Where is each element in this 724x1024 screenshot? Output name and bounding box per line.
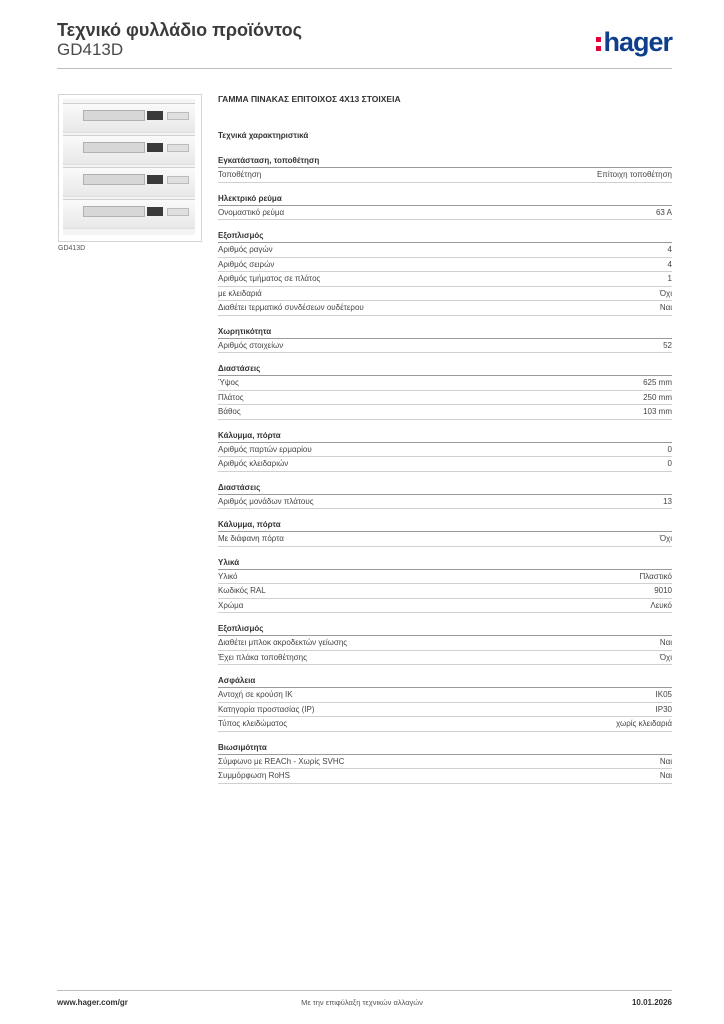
spec-row — [218, 272, 672, 287]
spec-row — [218, 570, 672, 585]
section-title: Εξοπλισμός — [218, 230, 672, 243]
logo-wordmark: hager — [603, 27, 672, 57]
product-image-caption: GD413D — [58, 245, 86, 252]
spec-row — [218, 405, 672, 420]
spec-value: IP30 — [655, 704, 672, 714]
spec-row — [218, 636, 672, 651]
spec-row — [218, 599, 672, 614]
spec-label: Ύψος — [218, 378, 239, 387]
spec-label: Συμμόρφωση RoHS — [218, 771, 290, 780]
section-title: Εξοπλισμός — [218, 623, 672, 636]
footer-website: www.hager.com/gr — [57, 998, 128, 1007]
page-header — [57, 20, 672, 70]
spec-row — [218, 755, 672, 770]
spec-value: 63 A — [655, 207, 672, 217]
spec-label: Υλικό — [218, 571, 238, 581]
spec-value: Ναι — [659, 303, 672, 312]
spec-value: 103 mm — [643, 407, 672, 416]
spec-row — [218, 651, 672, 666]
spec-row — [218, 584, 672, 599]
spec-section — [218, 230, 672, 316]
product-code: GD413D — [57, 40, 124, 59]
spec-label: Βάθος — [218, 407, 241, 416]
spec-row — [218, 769, 672, 784]
spec-sections — [218, 155, 672, 784]
spec-value: 13 — [663, 496, 672, 506]
spec-row — [218, 703, 672, 718]
spec-row — [218, 391, 672, 406]
spec-section — [218, 675, 672, 732]
distribution-board-illustration — [63, 99, 195, 235]
footer-divider — [57, 990, 672, 991]
spec-value: 52 — [663, 340, 672, 350]
section-title: Υλικά — [218, 557, 672, 570]
spec-row — [218, 495, 672, 510]
section-title: Κάλυμμα, πόρτα — [218, 430, 672, 443]
spec-section — [218, 557, 672, 614]
spec-content — [218, 94, 672, 794]
spec-row — [218, 301, 672, 316]
product-image — [58, 94, 202, 242]
spec-value: 625 mm — [643, 378, 672, 387]
spec-value: Ναι — [659, 638, 672, 647]
spec-label: Πλάτος — [218, 392, 244, 402]
spec-label: Έχει πλάκα τοποθέτησης — [218, 652, 307, 662]
spec-value: Πλαστικό — [639, 571, 672, 581]
spec-label: Διαθέτει μπλοκ ακροδεκτών γείωσης — [218, 638, 348, 647]
spec-label: Χρώμα — [218, 600, 244, 610]
spec-value: Λευκό — [650, 600, 672, 610]
spec-label: Αριθμός σειρών — [218, 259, 275, 269]
spec-value: 0 — [667, 459, 672, 468]
section-title: Χωρητικότητα — [218, 326, 672, 339]
spec-label: Αριθμός παρτών ερμαρίου — [218, 444, 312, 454]
spec-row — [218, 258, 672, 273]
spec-value: Ναι — [659, 771, 672, 780]
hager-logo — [596, 28, 672, 56]
spec-row — [218, 457, 672, 472]
spec-section — [218, 326, 672, 354]
spec-section — [218, 155, 672, 183]
spec-row — [218, 243, 672, 258]
section-title: Ηλεκτρικό ρεύμα — [218, 193, 672, 206]
spec-value: 4 — [667, 259, 672, 269]
spec-row — [218, 532, 672, 547]
spec-row — [218, 376, 672, 391]
spec-label: με κλειδαριά — [218, 288, 262, 298]
spec-value: Επίτοιχη τοποθέτηση — [596, 170, 672, 179]
spec-section — [218, 742, 672, 784]
section-title: Κάλυμμα, πόρτα — [218, 519, 672, 532]
spec-value: 250 mm — [643, 392, 672, 402]
spec-section — [218, 519, 672, 547]
spec-label: Αριθμός τμήματος σε πλάτος — [218, 274, 321, 283]
spec-label: Αντοχή σε κρούση IK — [218, 690, 293, 699]
spec-label: Ονομαστικό ρεύμα — [218, 207, 285, 217]
spec-label: Αριθμός κλειδαριών — [218, 459, 289, 468]
spec-value: 9010 — [654, 586, 672, 595]
spec-row — [218, 443, 672, 458]
spec-label: Σύμφωνο με REACh - Χωρίς SVHC — [218, 756, 345, 766]
spec-value: IK05 — [655, 690, 672, 699]
spec-value: 1 — [667, 274, 672, 283]
document-title: Τεχνικό φυλλάδιο προϊόντος — [57, 20, 302, 40]
spec-label: Κατηγορία προστασίας (IP) — [218, 704, 315, 714]
spec-value: Όχι — [659, 652, 672, 662]
spec-row — [218, 339, 672, 354]
section-title: Διαστάσεις — [218, 482, 672, 495]
spec-section — [218, 482, 672, 510]
spec-section — [218, 193, 672, 221]
footer-date: 10.01.2026 — [631, 998, 672, 1007]
spec-label: Αριθμός ραγών — [218, 245, 273, 254]
spec-row — [218, 717, 672, 732]
spec-value: χωρίς κλειδαριά — [615, 719, 672, 728]
spec-row — [218, 287, 672, 302]
header-divider — [57, 68, 672, 69]
spec-label: Αριθμός μονάδων πλάτους — [218, 496, 314, 506]
range-title: ΓΑΜΜΑ ΠΙΝΑΚΑΣ ΕΠΙΤΟΙΧΟΣ 4Χ13 ΣΤΟΙΧΕΙΑ — [218, 94, 401, 104]
spec-value: 4 — [667, 245, 672, 254]
spec-section — [218, 623, 672, 665]
spec-label: Τοποθέτηση — [218, 170, 262, 179]
logo-dots-icon — [596, 37, 601, 51]
spec-label: Αριθμός στοιχείων — [218, 340, 284, 350]
footer-disclaimer: Με την επιφύλαξη τεχνικών αλλαγών — [301, 998, 423, 1007]
spec-row — [218, 168, 672, 183]
spec-value: Όχι — [659, 288, 672, 298]
spec-label: Κωδικός RAL — [218, 586, 266, 595]
spec-value: 0 — [667, 444, 672, 454]
spec-label: Διαθέτει τερματικό συνδέσεων ουδέτερου — [218, 303, 364, 312]
section-title: Βιωσιμότητα — [218, 742, 672, 755]
section-title: Ασφάλεια — [218, 675, 672, 688]
spec-value: Ναι — [659, 756, 672, 766]
spec-section — [218, 430, 672, 472]
spec-label: Με διάφανη πόρτα — [218, 534, 284, 543]
technical-characteristics-heading: Τεχνικά χαρακτηριστικά — [218, 131, 309, 140]
spec-section — [218, 363, 672, 420]
section-title: Εγκατάσταση, τοποθέτηση — [218, 155, 672, 168]
spec-value: Όχι — [659, 534, 672, 543]
section-title: Διαστάσεις — [218, 363, 672, 376]
spec-row — [218, 688, 672, 703]
spec-row — [218, 206, 672, 221]
spec-label: Τύπος κλειδώματος — [218, 719, 288, 728]
